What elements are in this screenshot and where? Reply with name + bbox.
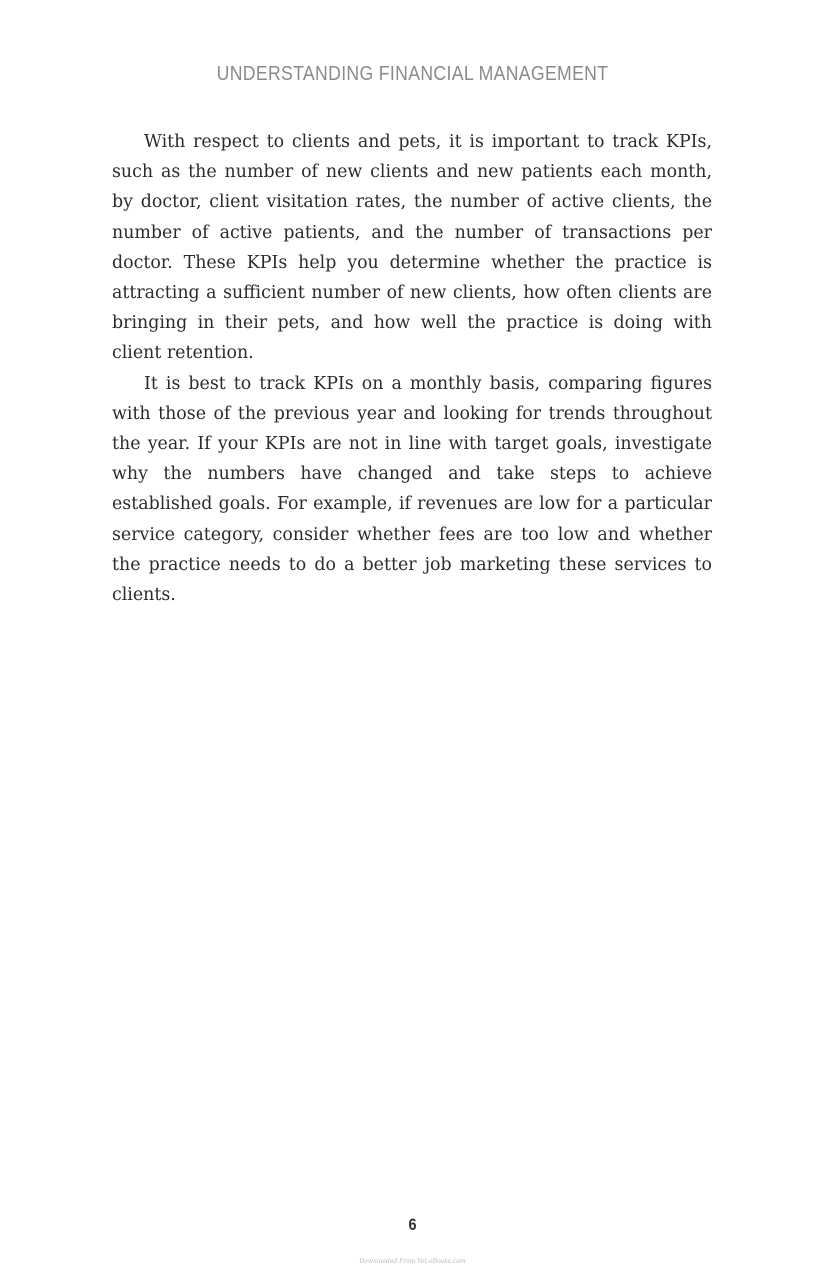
running-header: UNDERSTANDING FINANCIAL MANAGEMENT <box>216 62 609 85</box>
paragraph-1: With respect to clients and pets, it is important to track KPIs, such as the number of new clients and new patients each month, by doctor, client visitation rates, the number of active clients, the number of active patients, and the number of transactions per doctor. These KPIs help you determine whether the practice is attracting a sufficient number of new clients, how often clients are bringing in their pets, and how well the practice is doing with client retention. <box>112 132 712 364</box>
body-text <box>112 127 712 610</box>
footer-watermark: Downloaded From Vet-eBooks.com <box>359 1258 466 1265</box>
paragraph-2: It is best to track KPIs on a monthly basis, comparing figures with those of the previous year and looking for trends throughout the year. If your KPIs are not in line with target goals, investigate why the numbers have changed and take steps to achieve established goals. For example, if revenues are low for a particular service category, consider whether fees are too low and whether the practice needs to do a better job marketing these services to clients. <box>112 373 712 606</box>
page-number: 6 <box>408 1215 417 1234</box>
